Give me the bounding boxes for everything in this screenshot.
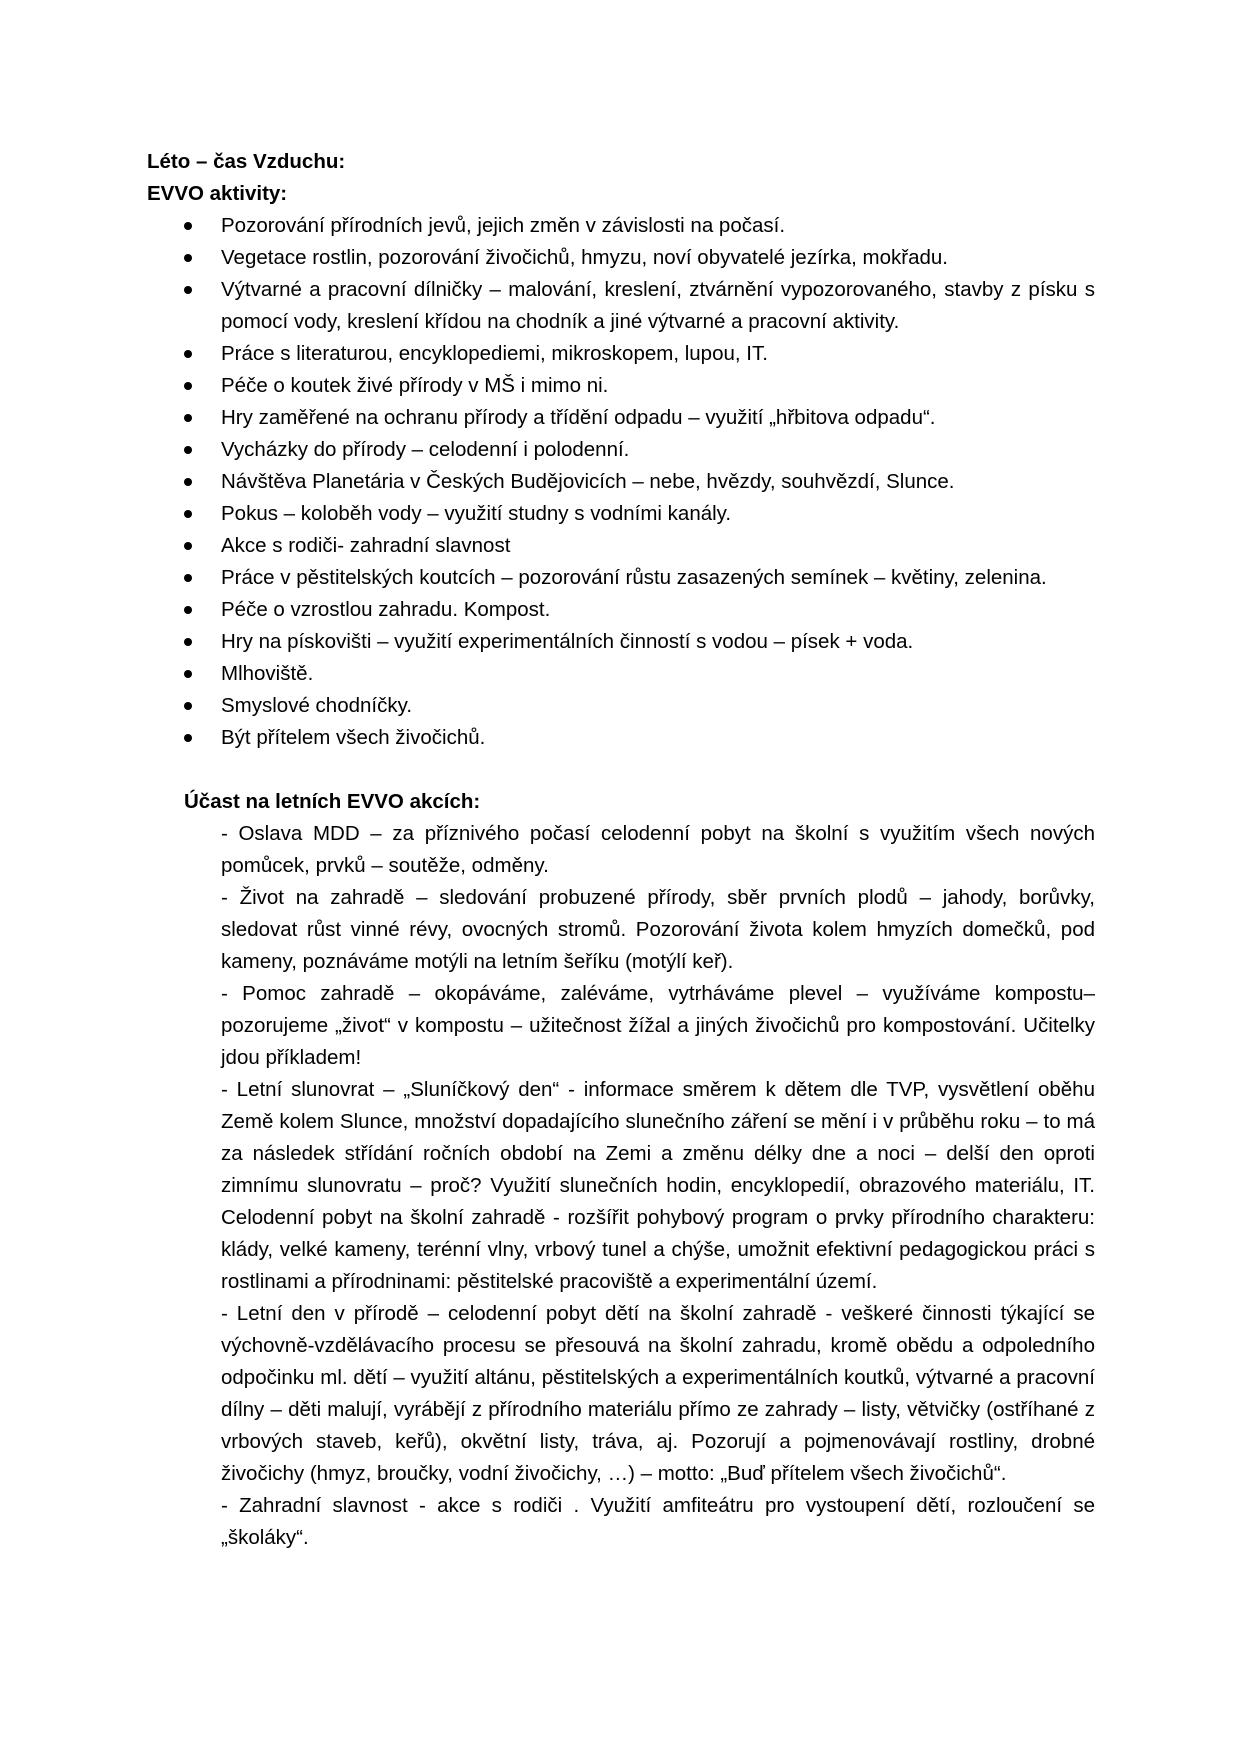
event-paragraph: - Zahradní slavnost - akce s rodiči . Využití amfiteátru pro vystoupení dětí, rozloučení se „školáky“. — [221, 1494, 1095, 1549]
bullet-icon — [184, 638, 192, 646]
bullet-icon — [184, 446, 192, 454]
list-item: Péče o koutek živé přírody v MŠ i mimo ni. — [221, 370, 1095, 402]
events-list — [221, 818, 1095, 1554]
list-item: Mlhoviště. — [221, 658, 1095, 690]
list-item: Pokus – koloběh vody – využití studny s vodními kanály. — [221, 498, 1095, 530]
event-paragraph: - Život na zahradě – sledování probuzené přírody, sběr prvních plodů – jahody, borůvky, sledovat růst vinné révy, ovocných stromů. Pozorování života kolem hmyzích domečků, pod kameny, poznáváme motýli na letním šeříku (motýlí keř). — [221, 886, 1095, 973]
list-item: Pozorování přírodních jevů, jejich změn v závislosti na počasí. — [221, 210, 1095, 242]
bullet-icon — [184, 702, 192, 710]
list-item: Návštěva Planetária v Českých Budějovicích – nebe, hvězdy, souhvězdí, Slunce. — [221, 466, 1095, 498]
bullet-icon — [184, 414, 192, 422]
bullet-icon — [184, 670, 192, 678]
event-paragraph: - Oslava MDD – za příznivého počasí celodenní pobyt na školní s využitím všech nových pomůcek, prvků – soutěže, odměny. — [221, 822, 1095, 877]
bullet-icon — [184, 478, 192, 486]
section-heading-activities: EVVO aktivity: — [147, 182, 288, 205]
bullet-icon — [184, 350, 192, 358]
bullet-icon — [184, 542, 192, 550]
list-item: Výtvarné a pracovní dílničky – malování, kreslení, ztvárnění vypozorovaného, stavby z písku s pomocí vody, kreslení křídou na chodník a jiné výtvarné a pracovní aktivity. — [221, 274, 1095, 338]
document-page — [147, 146, 1095, 1554]
bullet-icon — [184, 286, 192, 294]
event-paragraph: - Pomoc zahradě – okopáváme, zaléváme, vytrháváme plevel – využíváme kompostu– pozorujeme „život“ v kompostu – užitečnost žížal a jiných živočichů pro kompostování. Učitelky jdou příkladem! — [221, 982, 1095, 1069]
bullet-icon — [184, 382, 192, 390]
list-item: Být přítelem všech živočichů. — [221, 722, 1095, 754]
list-item: Hry zaměřené na ochranu přírody a třídění odpadu – využití „hřbitova odpadu“. — [221, 402, 1095, 434]
list-item: Hry na pískovišti – využití experimentálních činností s vodou – písek + voda. — [221, 626, 1095, 658]
list-item: Vycházky do přírody – celodenní i polodenní. — [221, 434, 1095, 466]
event-paragraph: - Letní den v přírodě – celodenní pobyt dětí na školní zahradě - veškeré činnosti týkající se výchovně-vzdělávacího procesu se přesouvá na školní zahradu, kromě obědu a odpoledního odpočinku ml. dětí – využití altánu, pěstitelských a experimentálních koutků, výtvarné a pracovní dílny – děti malují, vyrábějí z přírodního materiálu přímo ze zahrady – listy, větvičky (ostříhané z vrbových staveb, keřů), okvětní listy, tráva, aj. Pozorují a pojmenovávají rostliny, drobné živočichy (hmyz, broučky, vodní živočichy, …) – motto: „Buď přítelem všech živočichů“. — [221, 1302, 1095, 1485]
list-item: Smyslové chodníčky. — [221, 690, 1095, 722]
event-paragraph: - Letní slunovrat – „Sluníčkový den“ - informace směrem k dětem dle TVP, vysvětlení oběhu Země kolem Slunce, množství dopadajícího slunečního záření se mění i v průběhu roku – to má za následek střídání ročních období na Zemi a změnu délky dne a noci – delší den oproti zimnímu slunovratu – proč? Využití slunečních hodin, encyklopedií, obrazového materiálu, IT. Celodenní pobyt na školní zahradě - rozšířit pohybový program o prvky přírodního charakteru: klády, velké kameny, terénní vlny, vrbový tunel a chýše, umožnit efektivní pedagogickou práci s rostlinami a přírodninami: pěstitelské pracoviště a experimentální území. — [221, 1078, 1095, 1293]
bullet-icon — [184, 254, 192, 262]
section-heading-events: Účast na letních EVVO akcích: — [184, 790, 481, 813]
activities-list — [147, 210, 1095, 754]
page-title: Léto – čas Vzduchu: — [147, 150, 346, 173]
bullet-icon — [184, 510, 192, 518]
list-item: Práce v pěstitelských koutcích – pozorování růstu zasazených semínek – květiny, zelenina. — [221, 562, 1095, 594]
list-item: Akce s rodiči- zahradní slavnost — [221, 530, 1095, 562]
list-item: Práce s literaturou, encyklopediemi, mikroskopem, lupou, IT. — [221, 338, 1095, 370]
list-item: Péče o vzrostlou zahradu. Kompost. — [221, 594, 1095, 626]
bullet-icon — [184, 734, 192, 742]
bullet-icon — [184, 574, 192, 582]
bullet-icon — [184, 606, 192, 614]
bullet-icon — [184, 222, 192, 230]
list-item: Vegetace rostlin, pozorování živočichů, hmyzu, noví obyvatelé jezírka, mokřadu. — [221, 242, 1095, 274]
